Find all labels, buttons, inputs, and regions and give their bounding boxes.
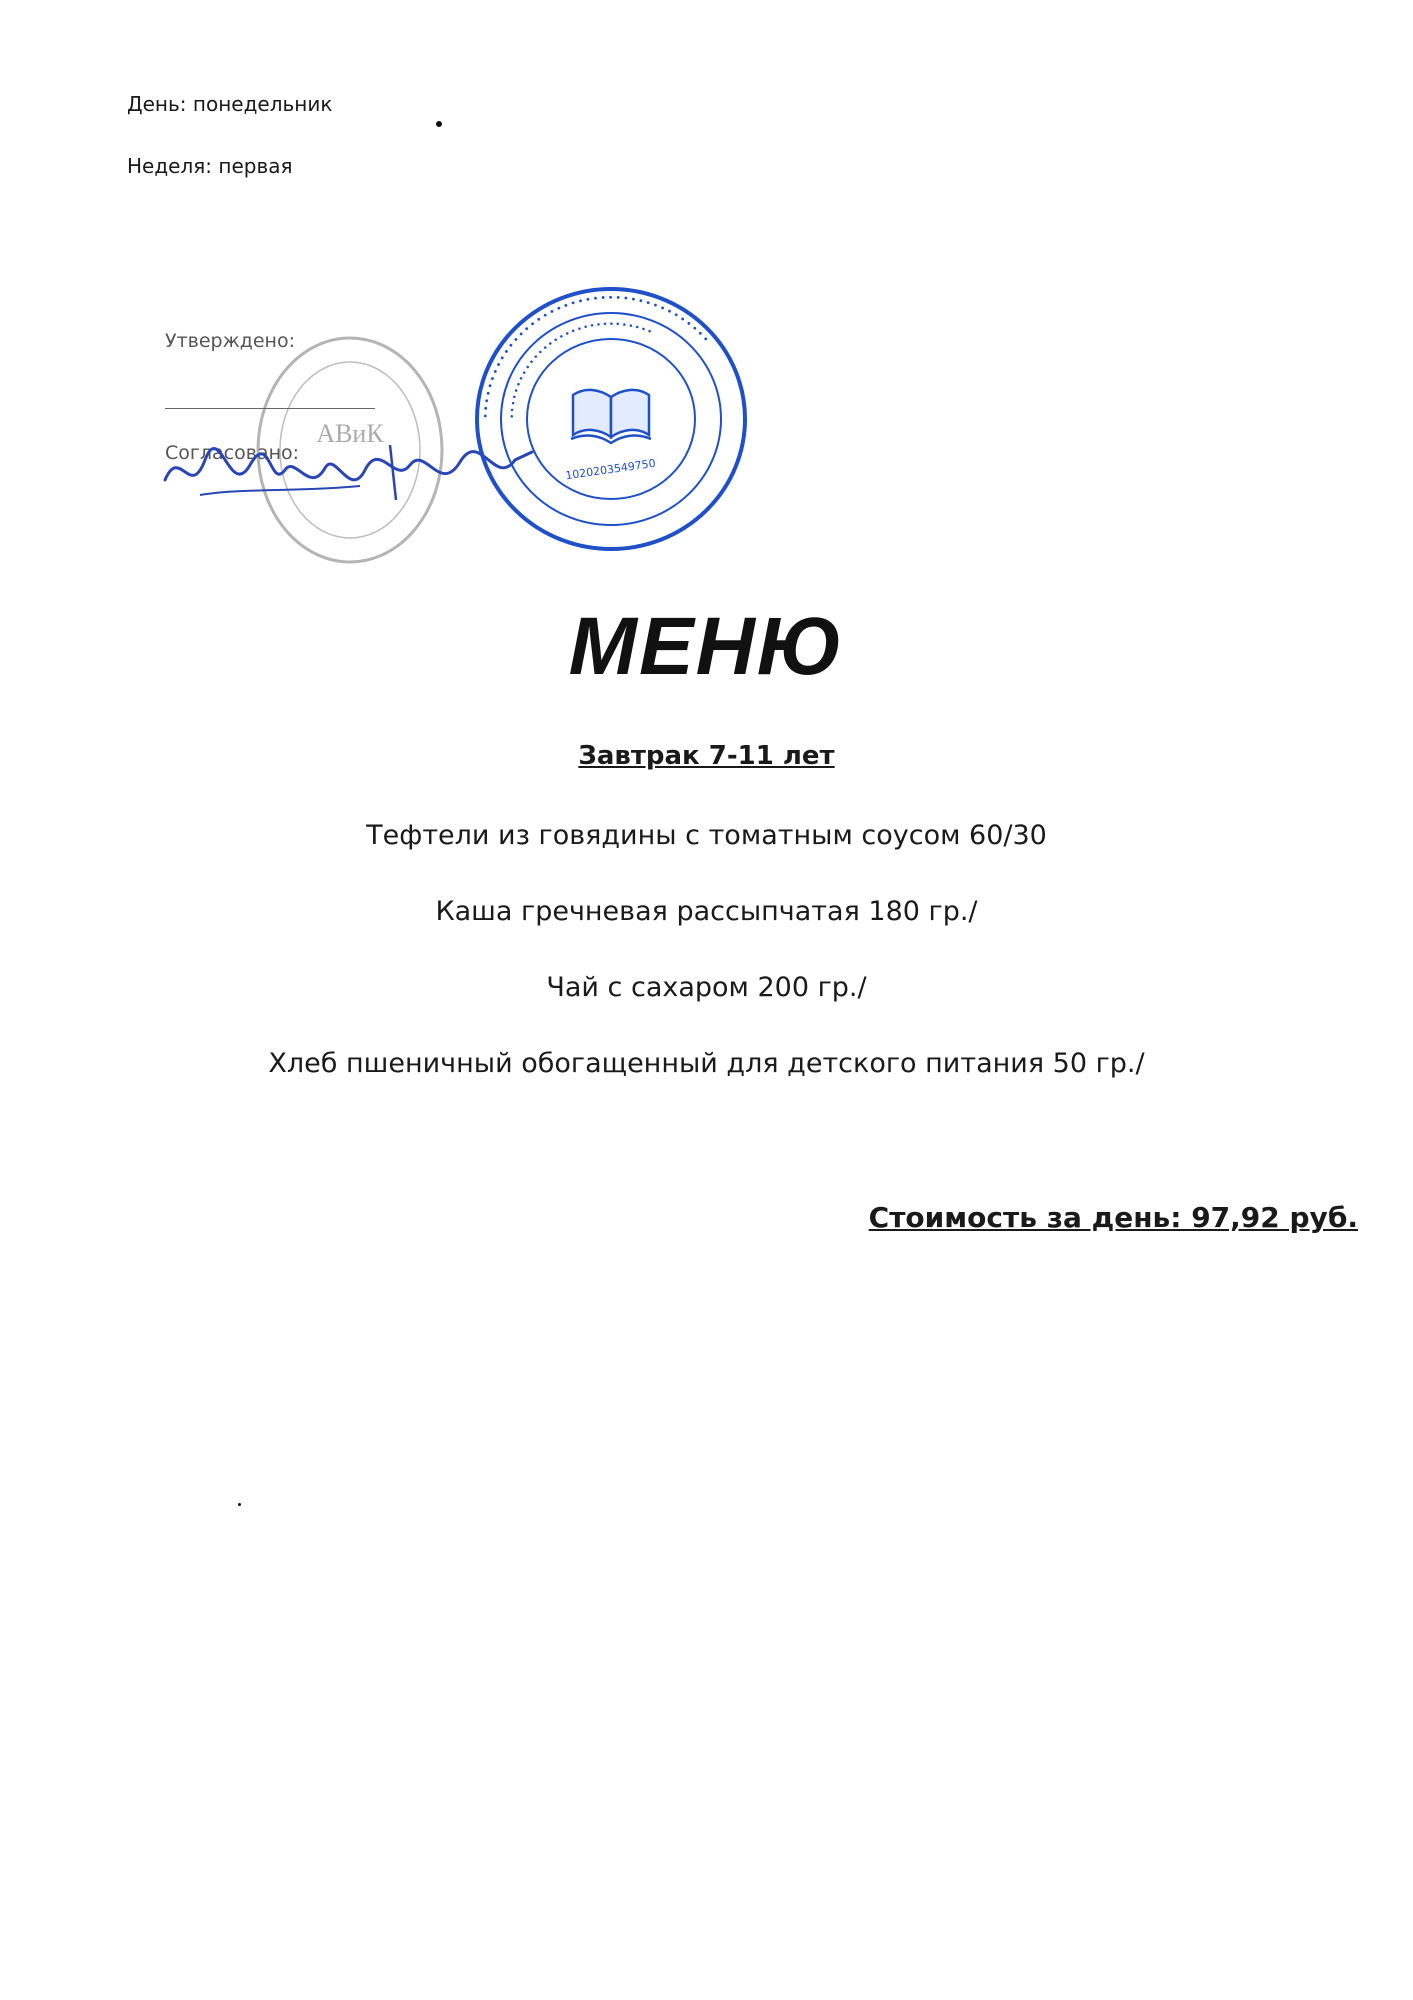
grey-stamp-text: АВиК: [316, 419, 384, 448]
scan-speck: [238, 1503, 241, 1506]
menu-item: Каша гречневая рассыпчатая 180 гр./: [435, 896, 978, 927]
menu-item: Хлеб пшеничный обогащенный для детского питания 50 гр./: [268, 1048, 1145, 1079]
svg-text:••••••••••••••••••••••••••••••: ••••••••••••••••••••••••••••••••••••••••: [480, 292, 712, 420]
round-stamp: [473, 283, 749, 555]
agreed-label: Согласовано:: [165, 442, 300, 464]
day-label: День: понедельник: [127, 92, 333, 116]
section-title: Завтрак 7-11 лет: [578, 741, 835, 771]
menu-item: Тефтели из говядины с томатным соусом 60/30: [366, 820, 1047, 851]
stamp-ogrn: 1020203549750: [564, 456, 657, 483]
week-label: Неделя: первая: [127, 154, 293, 178]
page-title: МЕНЮ: [568, 601, 845, 692]
approved-label: Утверждено:: [165, 330, 295, 352]
open-book-icon: [571, 390, 651, 443]
scan-speck: [436, 121, 442, 127]
menu-item: Чай с сахаром 200 гр./: [546, 972, 867, 1003]
daily-cost: Стоимость за день: 97,92 руб.: [868, 1201, 1358, 1234]
svg-text:••••••••••••••••••••••••••••••: ••••••••••••••••••••••••••••••: [507, 319, 655, 420]
approved-signature-line: [165, 408, 375, 409]
